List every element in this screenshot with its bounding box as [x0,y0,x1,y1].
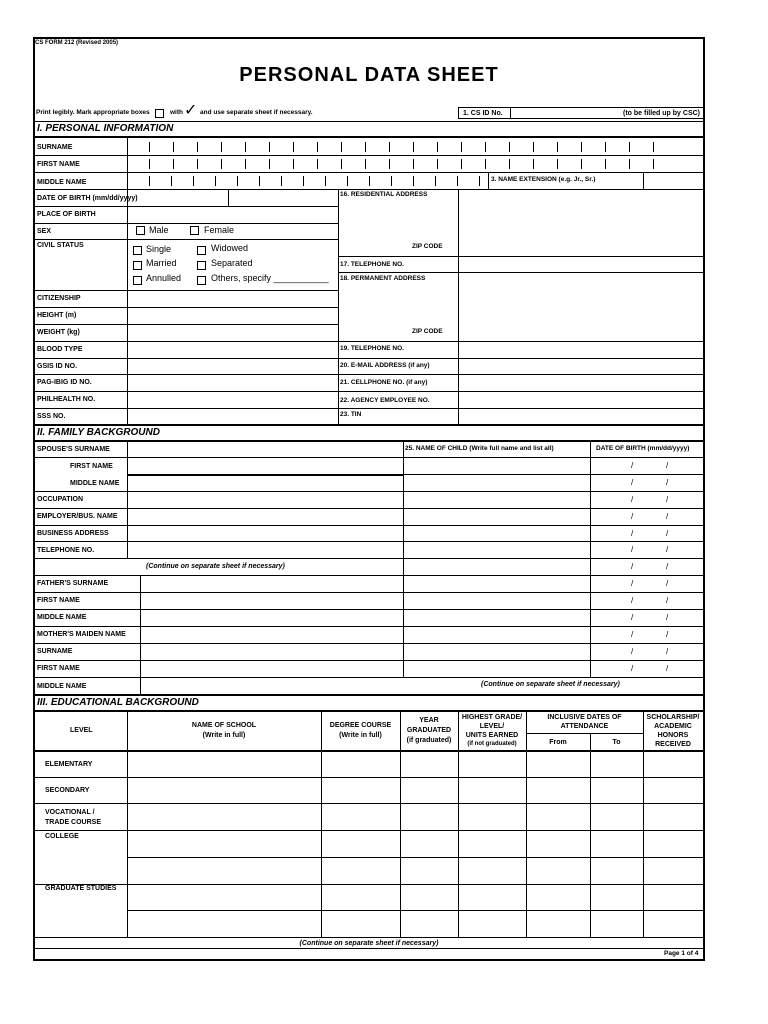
section-education-heading: III. EDUCATIONAL BACKGROUND [35,696,703,709]
telephone-19-label: 19. TELEPHONE NO. [340,345,404,352]
child-dob-separator: / [631,478,634,487]
page-title: PERSONAL DATA SHEET [239,64,499,86]
col-from: From [549,739,567,746]
level-elementary: ELEMENTARY [45,761,93,768]
child-dob-separator: / [631,512,634,521]
col-year-1: YEAR [419,717,439,724]
child-dob-separator: / [666,647,669,656]
spouse-middle-name-label: MIDDLE NAME [70,480,120,487]
female-checkbox[interactable] [190,226,199,235]
residential-address-label: 16. RESIDENTIAL ADDRESS [340,191,428,198]
telephone-17-label: 17. TELEPHONE NO. [340,261,404,268]
surname-label: SURNAME [37,144,73,151]
pagibig-label: PAG-IBIG ID NO. [37,379,92,386]
level-vocational-2: TRADE COURSE [45,819,102,826]
child-dob-separator: / [666,613,669,622]
children-header: 25. NAME OF CHILD (Write full name and list all) [405,445,554,452]
middle-name-field[interactable] [127,176,487,186]
email-label: 20. E-MAIL ADDRESS (if any) [340,362,430,369]
height-label: HEIGHT (m) [37,312,77,319]
married-checkbox[interactable] [133,261,142,270]
form-code: CS FORM 212 (Revised 2005) [35,40,119,46]
child-dob-separator: / [631,664,634,673]
civil-status-label: CIVIL STATUS [37,242,84,249]
business-address-label: BUSINESS ADDRESS [37,530,109,537]
child-dob-separator: / [631,630,634,639]
level-secondary: SECONDARY [45,787,90,794]
name-extension-label: 3. NAME EXTENSION (e.g. Jr., Sr.) [491,176,596,183]
male-checkbox[interactable] [136,226,145,235]
col-school-2: (Write in full) [202,732,246,739]
sample-checkbox [155,109,164,118]
citizenship-label: CITIZENSHIP [37,295,81,302]
child-dob-separator: / [631,579,634,588]
col-to: To [612,739,621,746]
child-dob-separator: / [666,478,669,487]
occupation-label: OCCUPATION [37,496,84,503]
single-checkbox[interactable] [133,246,142,255]
child-dob-separator: / [666,512,669,521]
father-middle-name-label: MIDDLE NAME [37,614,87,621]
continue-note-education: (Continue on separate sheet if necessary) [299,940,439,947]
instruction-text-2: and use separate sheet if necessary. [200,109,313,116]
male-label: Male [149,225,169,235]
child-dob-separator: / [631,545,634,554]
zip-code-2-label: ZIP CODE [412,328,443,335]
child-dob-separator: / [631,495,634,504]
level-college: COLLEGE [45,833,79,840]
child-dob-separator: / [666,545,669,554]
child-dob-separator: / [666,562,669,571]
col-honors-3: HONORS [657,732,689,739]
child-dob-separator: / [631,529,634,538]
dob-label: DATE OF BIRTH (mm/dd/yyyy) [37,195,138,202]
level-graduate: GRADUATE STUDIES [45,885,117,892]
philhealth-label: PHILHEALTH NO. [37,396,96,403]
weight-label: WEIGHT (kg) [37,329,80,336]
employer-label: EMPLOYER/BUS. NAME [37,513,118,520]
col-highest-1: HIGHEST GRADE/ [461,714,523,721]
surname-field[interactable] [127,142,703,152]
section-personal-heading: I. PERSONAL INFORMATION [35,122,703,135]
gsis-label: GSIS ID NO. [37,363,78,370]
child-dob-separator: / [666,630,669,639]
col-dates-2: ATTENDANCE [560,723,609,730]
widowed-label: Widowed [211,243,249,253]
tin-label: 23. TIN [340,411,362,418]
child-dob-separator: / [666,529,669,538]
col-school-1: NAME OF SCHOOL [191,722,257,729]
others-checkbox[interactable] [197,276,206,285]
child-dob-separator: / [631,461,634,470]
first-name-label: FIRST NAME [37,161,80,168]
telephone-label: TELEPHONE NO. [37,547,95,554]
col-year-3: (if graduated) [406,737,452,744]
col-dates-1: INCLUSIVE DATES OF [547,714,622,721]
col-degree-2: (Write in full) [339,732,382,739]
child-dob-separator: / [666,579,669,588]
widowed-checkbox[interactable] [197,246,206,255]
child-dob-separator: / [666,596,669,605]
col-highest-2: LEVEL/ [479,723,505,730]
child-dob-separator: / [631,562,634,571]
instruction-with: with [170,109,183,116]
annulled-label: Annulled [146,273,182,283]
father-surname-label: FATHER'S SURNAME [37,580,109,587]
col-year-2: GRADUATED [406,727,452,734]
child-dob-separator: / [666,461,669,470]
separated-checkbox[interactable] [197,261,206,270]
mother-surname-label: SURNAME [37,648,73,655]
checkmark-icon: ✓ [184,102,198,119]
page-number: Page 1 of 4 [664,950,699,957]
female-label: Female [204,225,235,235]
children-dob-header: DATE OF BIRTH (mm/dd/yyyy) [596,445,690,452]
mother-middle-name-label: MIDDLE NAME [37,683,87,690]
col-highest-3: UNITS EARNED [465,732,519,739]
annulled-checkbox[interactable] [133,276,142,285]
sss-label: SSS NO. [37,413,66,420]
child-dob-separator: / [666,664,669,673]
cellphone-label: 21. CELLPHONE NO. (if any) [340,379,428,386]
single-label: Single [146,244,172,254]
col-highest-4: (if not graduated) [467,741,517,747]
col-honors-1: SCHOLARSHIP/ [646,714,700,721]
instruction-text: Print legibly. Mark appropriate boxes [36,109,150,116]
father-first-name-label: FIRST NAME [37,597,80,604]
col-honors-4: RECEIVED [655,741,691,748]
spouse-first-name-label: FIRST NAME [70,463,113,470]
agency-employee-label: 22. AGENCY EMPLOYEE NO. [340,397,430,404]
col-degree-1: DEGREE COURSE [329,722,392,729]
child-dob-separator: / [631,647,634,656]
cs-id-label: 1. CS ID No. [463,110,503,117]
level-vocational-1: VOCATIONAL / [45,809,95,816]
child-dob-separator: / [666,495,669,504]
mother-first-name-label: FIRST NAME [37,665,80,672]
blood-type-label: BLOOD TYPE [37,346,83,353]
married-label: Married [146,258,177,268]
mother-maiden-name-label: MOTHER'S MAIDEN NAME [37,631,126,638]
continue-note-left: (Continue on separate sheet if necessary) [146,563,285,570]
middle-name-label: MIDDLE NAME [37,179,87,186]
spouse-surname-label: SPOUSE'S SURNAME [37,446,110,453]
child-dob-separator: / [631,613,634,622]
child-dob-separator: / [631,596,634,605]
section-family-heading: II. FAMILY BACKGROUND [35,426,703,439]
pob-label: PLACE OF BIRTH [37,211,96,218]
continue-note-right: (Continue on separate sheet if necessary) [481,681,620,688]
col-honors-2: ACADEMIC [654,723,692,730]
others-label: Others, specify ___________ [211,273,329,283]
zip-code-label: ZIP CODE [412,243,443,250]
sex-label: SEX [37,228,52,235]
first-name-field[interactable] [127,159,703,169]
separated-label: Separated [211,258,253,268]
cs-id-note: (to be filled up by CSC) [623,110,700,117]
permanent-address-label: 18. PERMANENT ADDRESS [340,275,426,282]
col-level: LEVEL [70,727,93,734]
